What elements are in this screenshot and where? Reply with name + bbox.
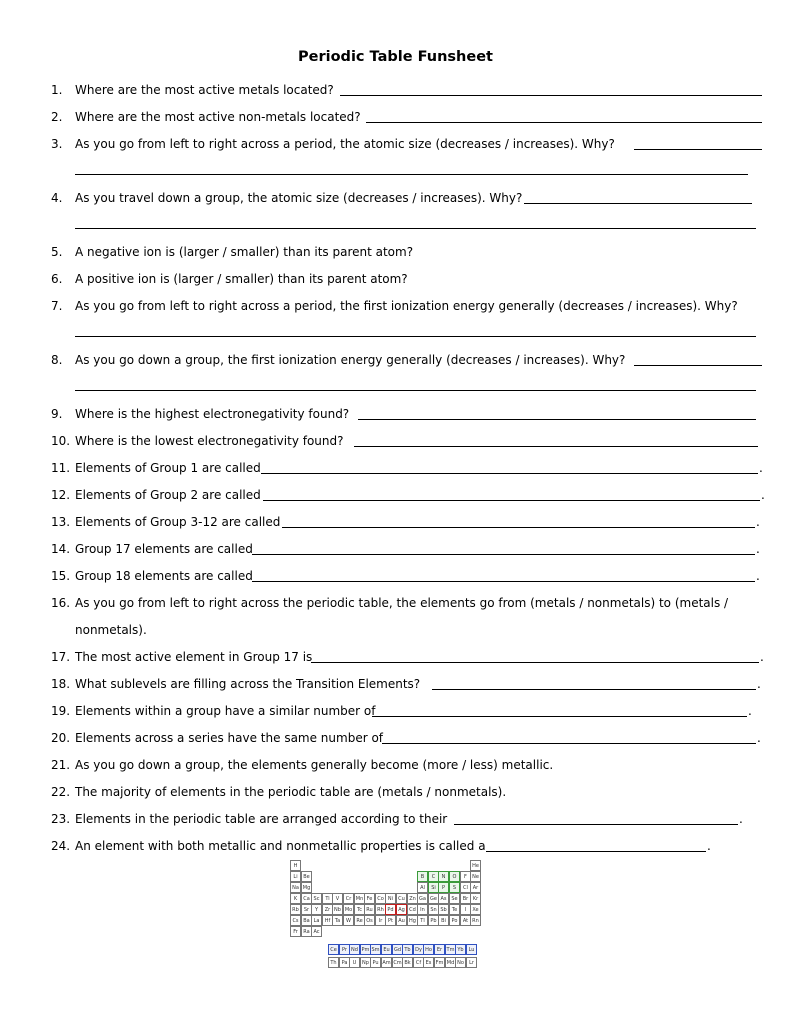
element-cell: Ba	[301, 915, 312, 926]
element-cell: Sb	[438, 904, 449, 915]
answer-line[interactable]	[340, 95, 762, 96]
element-cell: Bi	[438, 915, 449, 926]
element-cell: Ir	[375, 915, 386, 926]
answer-line[interactable]	[261, 473, 758, 474]
element-cell: La	[311, 915, 322, 926]
question-21	[51, 757, 553, 773]
element-cell: Sr	[301, 904, 312, 915]
question-22	[51, 784, 506, 800]
question-text: As you travel down a group, the atomic size (decreases / increases). Why?	[75, 191, 523, 205]
question-text: A positive ion is (larger / smaller) than its parent atom?	[75, 272, 408, 286]
answer-line[interactable]	[634, 365, 762, 366]
element-cell: Sn	[428, 904, 439, 915]
element-cell: Ti	[322, 893, 333, 904]
question-number: 1.	[51, 83, 63, 97]
answer-line[interactable]	[454, 824, 738, 825]
answer-line[interactable]	[252, 581, 755, 582]
lanthanide-cell: Ho	[423, 944, 434, 955]
element-cell: As	[438, 893, 449, 904]
element-cell: S	[449, 882, 460, 893]
question-text: Elements of Group 3-12 are called	[75, 515, 281, 529]
answer-line[interactable]	[75, 390, 756, 391]
question-text: Where are the most active metals located?	[75, 83, 334, 97]
question-text: Elements of Group 1 are called	[75, 461, 261, 475]
question-text: Elements within a group have a similar number of	[75, 704, 376, 718]
question-text: Elements across a series have the same number of	[75, 731, 384, 745]
question-5	[51, 244, 413, 260]
answer-line[interactable]	[354, 446, 758, 447]
answer-line[interactable]	[282, 527, 755, 528]
question-number: 12.	[51, 488, 71, 502]
element-cell: Hf	[322, 915, 333, 926]
element-cell: Li	[290, 871, 301, 882]
answer-line[interactable]	[252, 554, 755, 555]
element-cell: N	[438, 871, 449, 882]
question-12	[51, 487, 261, 503]
answer-line[interactable]	[75, 336, 756, 337]
question-9	[51, 406, 349, 422]
element-cell: Mn	[354, 893, 365, 904]
question-number: 3.	[51, 137, 63, 151]
element-cell: Rn	[470, 915, 481, 926]
question-number: 18.	[51, 677, 71, 691]
question-text: The majority of elements in the periodic table are (metals / nonmetals).	[75, 785, 507, 799]
question-15	[51, 568, 253, 584]
element-cell: Ge	[428, 893, 439, 904]
question-number: 2.	[51, 110, 63, 124]
element-cell: Si	[428, 882, 439, 893]
actinide-cell: Pa	[339, 957, 350, 968]
answer-line[interactable]	[372, 716, 747, 717]
lanthanide-cell: Tb	[402, 944, 413, 955]
element-cell: Co	[375, 893, 386, 904]
question-17	[51, 649, 312, 665]
period-mark: .	[757, 731, 761, 745]
element-cell: Se	[449, 893, 460, 904]
period-mark: .	[756, 569, 760, 583]
lanthanide-cell: Eu	[381, 944, 392, 955]
actinide-cell: Bk	[402, 957, 413, 968]
element-cell: Ru	[364, 904, 375, 915]
answer-line[interactable]	[524, 203, 752, 204]
question-number: 5.	[51, 245, 63, 259]
element-cell: Au	[396, 915, 407, 926]
element-cell: Cr	[343, 893, 354, 904]
lanthanide-cell: Sm	[370, 944, 381, 955]
question-2	[51, 109, 361, 125]
question-text: An element with both metallic and nonmetallic properties is called a	[75, 839, 486, 853]
element-cell: P	[438, 882, 449, 893]
element-cell: Ni	[385, 893, 396, 904]
element-cell: I	[460, 904, 471, 915]
element-cell: O	[449, 871, 460, 882]
question-14	[51, 541, 253, 557]
element-cell: Sc	[311, 893, 322, 904]
lanthanide-cell: Nd	[349, 944, 360, 955]
lanthanide-cell: Yb	[455, 944, 466, 955]
answer-line[interactable]	[382, 743, 756, 744]
question-text: Group 18 elements are called	[75, 569, 253, 583]
question-text: Where is the highest electronegativity found?	[75, 407, 350, 421]
element-cell: Cd	[407, 904, 418, 915]
question-number: 7.	[51, 299, 63, 313]
question-19	[51, 703, 375, 719]
element-cell: Pb	[428, 915, 439, 926]
element-cell: In	[417, 904, 428, 915]
actinide-cell: U	[349, 957, 360, 968]
lanthanide-cell: Er	[434, 944, 445, 955]
lanthanide-cell: Dy	[413, 944, 424, 955]
element-cell: Tc	[354, 904, 365, 915]
answer-line[interactable]	[75, 228, 756, 229]
question-number: 16.	[51, 596, 71, 610]
period-mark: .	[756, 542, 760, 556]
element-cell: Hg	[407, 915, 418, 926]
question-10	[51, 433, 344, 449]
actinide-cell: No	[455, 957, 466, 968]
question-text: A negative ion is (larger / smaller) than its parent atom?	[75, 245, 414, 259]
question-11	[51, 460, 261, 476]
element-cell: Rb	[290, 904, 301, 915]
element-cell: Cl	[460, 882, 471, 893]
question-text: What sublevels are filling across the Transition Elements?	[75, 677, 421, 691]
period-mark: .	[756, 515, 760, 529]
question-text: As you go from left to right across a period, the first ionization energy generally (decreases / increases). Why?	[75, 299, 738, 313]
period-mark: .	[707, 839, 711, 853]
lanthanide-cell: Lu	[466, 944, 477, 955]
question-number: 10.	[51, 434, 71, 448]
element-cell: Ac	[311, 926, 322, 937]
actinide-cell: Cm	[392, 957, 403, 968]
question-number: 13.	[51, 515, 71, 529]
question-13	[51, 514, 280, 530]
actinide-cell: Md	[445, 957, 456, 968]
page-title: Periodic Table Funsheet	[298, 49, 493, 65]
actinide-cell: Th	[328, 957, 339, 968]
question-text: As you go down a group, the elements generally become (more / less) metallic.	[75, 758, 554, 772]
element-cell: Ga	[417, 893, 428, 904]
element-cell: Ta	[332, 915, 343, 926]
element-cell: Mg	[301, 882, 312, 893]
question-1	[51, 82, 334, 98]
question-number: 15.	[51, 569, 71, 583]
question-number: 8.	[51, 353, 63, 367]
period-mark: .	[748, 704, 752, 718]
element-cell: Ar	[470, 882, 481, 893]
question-number: 20.	[51, 731, 71, 745]
answer-line[interactable]	[75, 174, 748, 175]
element-cell: Zn	[407, 893, 418, 904]
element-cell: Na	[290, 882, 301, 893]
element-cell: Kr	[470, 893, 481, 904]
element-cell: Cs	[290, 915, 301, 926]
question-16	[51, 595, 728, 611]
question-text: As you go from left to right across a period, the atomic size (decreases / increases). Why?	[75, 137, 615, 151]
element-cell: Mo	[343, 904, 354, 915]
actinide-cell: Lr	[466, 957, 477, 968]
element-cell: Os	[364, 915, 375, 926]
element-cell: Br	[460, 893, 471, 904]
question-number: 14.	[51, 542, 71, 556]
period-mark: .	[760, 650, 764, 664]
answer-line[interactable]	[432, 689, 756, 690]
question-number: 24.	[51, 839, 71, 853]
question-text: Elements of Group 2 are called	[75, 488, 261, 502]
element-cell: K	[290, 893, 301, 904]
question-number: 22.	[51, 785, 71, 799]
answer-line[interactable]	[486, 851, 706, 852]
answer-line[interactable]	[311, 662, 759, 663]
answer-line[interactable]	[634, 149, 762, 150]
element-cell: Ne	[470, 871, 481, 882]
question-number: 11.	[51, 461, 71, 475]
element-cell: Al	[417, 882, 428, 893]
question-text: Elements in the periodic table are arranged according to their	[75, 812, 448, 826]
element-cell: He	[470, 860, 481, 871]
lanthanide-cell: Tm	[445, 944, 456, 955]
question-23	[51, 811, 447, 827]
question-text: As you go down a group, the first ionization energy generally (decreases / increases). Why?	[75, 353, 626, 367]
actinide-cell: Es	[423, 957, 434, 968]
element-cell: Y	[311, 904, 322, 915]
question-8	[51, 352, 625, 368]
answer-line[interactable]	[366, 122, 762, 123]
element-cell: F	[460, 871, 471, 882]
answer-line[interactable]	[263, 500, 760, 501]
element-cell: Xe	[470, 904, 481, 915]
element-cell: Nb	[332, 904, 343, 915]
question-number: 6.	[51, 272, 63, 286]
question-number: 19.	[51, 704, 71, 718]
actinide-cell: Fm	[434, 957, 445, 968]
element-cell: C	[428, 871, 439, 882]
answer-line[interactable]	[358, 419, 756, 420]
question-6	[51, 271, 408, 287]
question-number: 23.	[51, 812, 71, 826]
question-text: As you go from left to right across the periodic table, the elements go from (metals / nonmetals) to (metals /	[75, 596, 729, 610]
element-cell: Zr	[322, 904, 333, 915]
element-cell: H	[290, 860, 301, 871]
question-24	[51, 838, 486, 854]
element-cell: W	[343, 915, 354, 926]
question-18	[51, 676, 420, 692]
period-mark: .	[757, 677, 761, 691]
element-cell: Ra	[301, 926, 312, 937]
question-3	[51, 136, 615, 152]
question-text-continued: nonmetals).	[75, 623, 147, 637]
period-mark: .	[761, 488, 765, 502]
lanthanide-cell: Gd	[392, 944, 403, 955]
element-cell: B	[417, 871, 428, 882]
lanthanide-cell: Pr	[339, 944, 350, 955]
element-cell: Rh	[375, 904, 386, 915]
element-cell: Te	[449, 904, 460, 915]
question-7	[51, 298, 738, 314]
question-number: 9.	[51, 407, 63, 421]
period-mark: .	[759, 461, 763, 475]
element-cell: Ca	[301, 893, 312, 904]
period-mark: .	[739, 812, 743, 826]
element-cell: Tl	[417, 915, 428, 926]
actinide-cell: Cf	[413, 957, 424, 968]
element-cell: Fr	[290, 926, 301, 937]
lanthanide-cell: Ce	[328, 944, 339, 955]
element-cell: Be	[301, 871, 312, 882]
lanthanide-cell: Pm	[360, 944, 371, 955]
question-4	[51, 190, 522, 206]
question-number: 21.	[51, 758, 71, 772]
element-cell: Fe	[364, 893, 375, 904]
element-cell: Re	[354, 915, 365, 926]
element-cell: Po	[449, 915, 460, 926]
element-cell: Pt	[385, 915, 396, 926]
question-text: The most active element in Group 17 is	[75, 650, 313, 664]
question-number: 4.	[51, 191, 63, 205]
element-cell: At	[460, 915, 471, 926]
question-number: 17.	[51, 650, 71, 664]
question-text: Group 17 elements are called	[75, 542, 253, 556]
actinide-cell: Pu	[370, 957, 381, 968]
question-20	[51, 730, 383, 746]
question-text: Where are the most active non-metals located?	[75, 110, 361, 124]
element-cell: V	[332, 893, 343, 904]
actinide-cell: Np	[360, 957, 371, 968]
element-cell: Ag	[396, 904, 407, 915]
question-text: Where is the lowest electronegativity found?	[75, 434, 344, 448]
element-cell: Pd	[385, 904, 396, 915]
actinide-cell: Am	[381, 957, 392, 968]
element-cell: Cu	[396, 893, 407, 904]
